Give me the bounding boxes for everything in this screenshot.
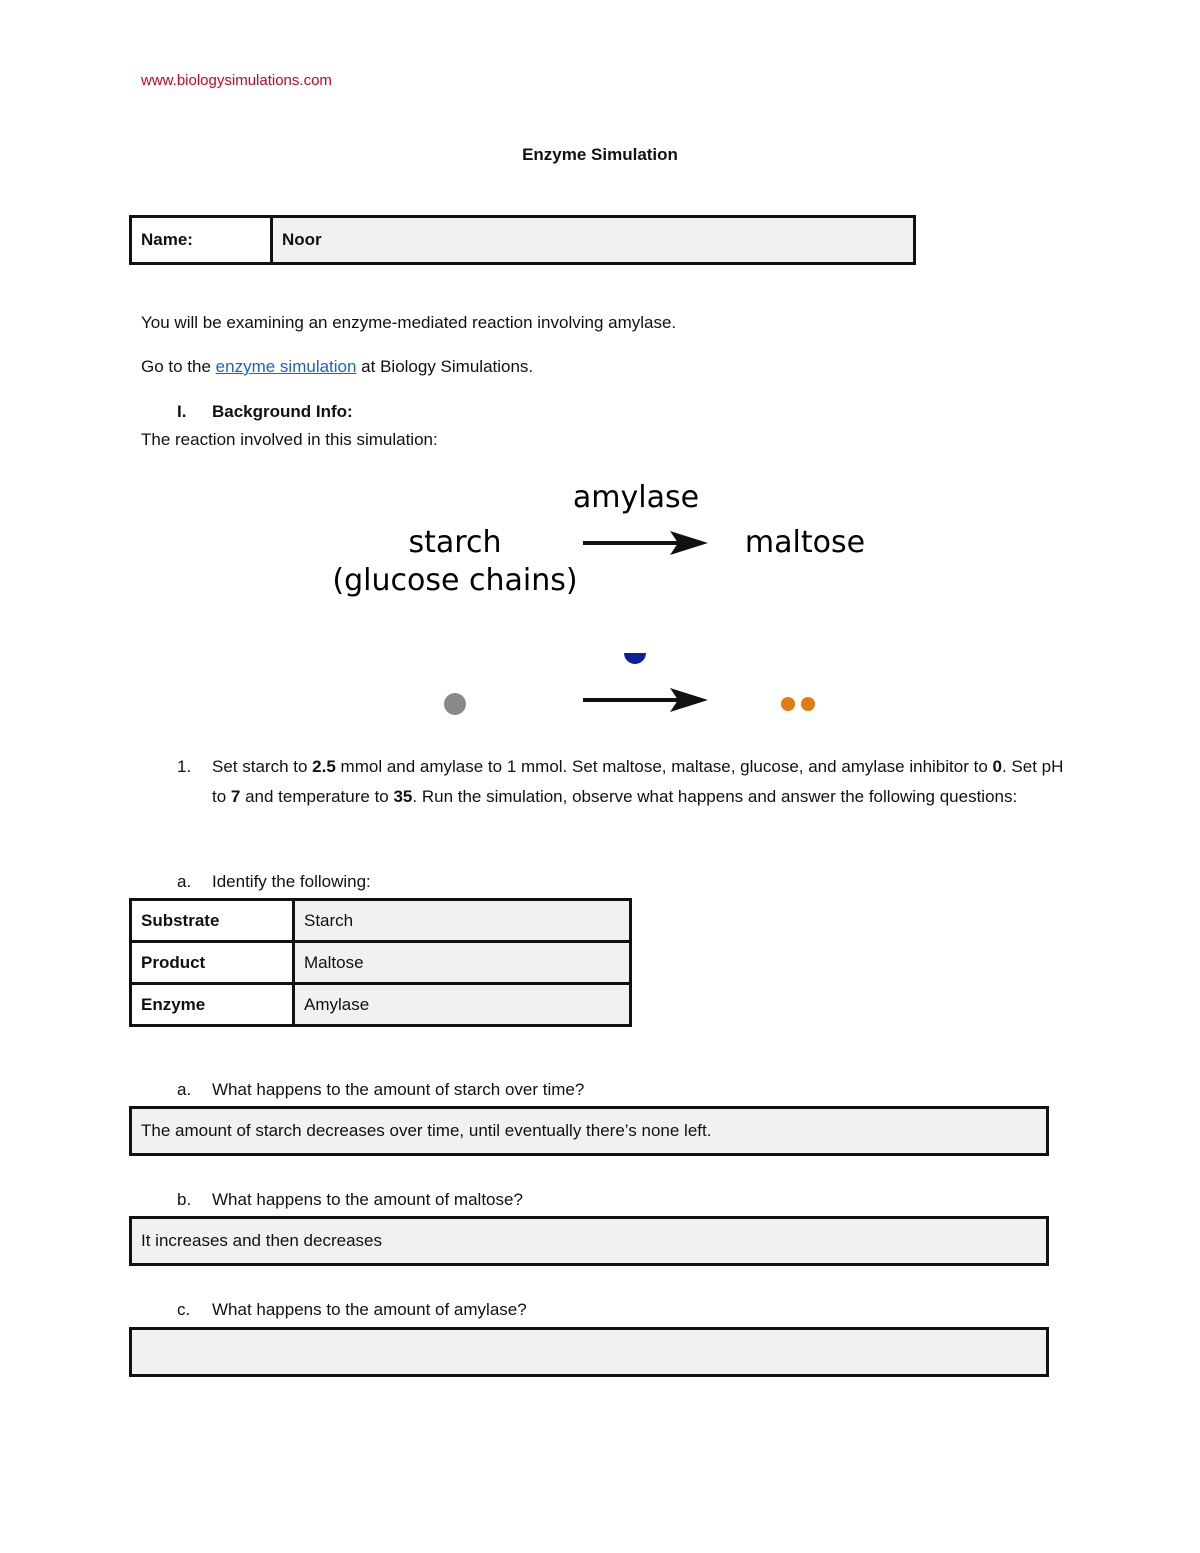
question-b (177, 1190, 523, 1210)
question-1-text (212, 752, 1077, 812)
section-subtext: The reaction involved in this simulation: (141, 430, 438, 449)
question-1-segment: . Set pH to (212, 757, 1064, 806)
page-title: Enzyme Simulation (522, 145, 678, 164)
question-1-segment: and temperature to (240, 787, 394, 806)
identify-text: Identify the following: (212, 872, 371, 891)
substrate-note: (glucose chains) (332, 563, 578, 598)
question-letter: a. (177, 1080, 192, 1099)
section-number: I. (177, 402, 187, 421)
question-1-segment: 2.5 (312, 757, 336, 776)
identify-letter: a. (177, 872, 192, 891)
question-a (177, 1080, 584, 1100)
site-link[interactable]: www.biologysimulations.com (141, 72, 332, 89)
question-1-segment: 35 (393, 787, 413, 806)
table-value[interactable]: Starch (294, 900, 631, 942)
table-key: Product (131, 942, 294, 984)
table-value[interactable]: Maltose (294, 942, 631, 984)
table-key: Substrate (131, 900, 294, 942)
question-1-segment: 7 (230, 787, 241, 806)
particle-arrow-icon (583, 688, 708, 712)
starch-particle-icon (444, 693, 466, 715)
intro-link-line (141, 357, 533, 377)
intro-link-prefix: Go to the (141, 357, 216, 376)
section-heading (177, 402, 353, 422)
question-1-segment: Set starch to (212, 757, 313, 776)
question-1-segment: 0 (992, 757, 1002, 776)
question-number: 1. (177, 757, 192, 776)
reaction-diagram (300, 470, 900, 730)
question-1 (177, 752, 1077, 812)
question-1-segment: mmol and amylase to 1 mmol. Set maltose, maltase, glucose, and amylase inhibitor to (335, 757, 993, 776)
table-key: Enzyme (131, 984, 294, 1026)
maltose-particle-icon (801, 697, 815, 711)
table-value[interactable]: Amylase (294, 984, 631, 1026)
question-c (177, 1300, 527, 1320)
product-label: maltose (744, 525, 866, 560)
question-letter: b. (177, 1190, 192, 1209)
intro-text: You will be examining an enzyme-mediated reaction involving amylase. (141, 313, 677, 332)
name-value[interactable]: Noor (273, 218, 913, 262)
name-label: Name: (132, 218, 273, 262)
question-text: What happens to the amount of maltose? (212, 1190, 523, 1209)
table-row (131, 984, 631, 1026)
table-row (131, 942, 631, 984)
table-row (131, 900, 631, 942)
enzyme-simulation-link[interactable]: enzyme simulation (215, 357, 357, 376)
section-title: Background Info: (212, 402, 353, 421)
name-field (129, 215, 916, 265)
intro-link-suffix: at Biology Simulations. (356, 357, 534, 376)
enzyme-label: amylase (572, 480, 700, 515)
answer-box[interactable] (129, 1327, 1049, 1377)
question-text: What happens to the amount of starch over time? (212, 1080, 585, 1099)
substrate-label: starch (408, 525, 502, 560)
question-letter: c. (177, 1300, 191, 1319)
question-text: What happens to the amount of amylase? (212, 1300, 527, 1319)
identify-prompt (177, 872, 371, 892)
maltose-particle-icon (781, 697, 795, 711)
identify-table (129, 898, 632, 1027)
question-1-segment: . Run the simulation, observe what happens and answer the following questions: (412, 787, 1018, 806)
answer-box[interactable]: It increases and then decreases (129, 1216, 1049, 1266)
answer-box[interactable]: The amount of starch decreases over time, until eventually there’s none left. (129, 1106, 1049, 1156)
amylase-particle-icon (624, 653, 646, 664)
reaction-arrow-icon (583, 531, 708, 555)
